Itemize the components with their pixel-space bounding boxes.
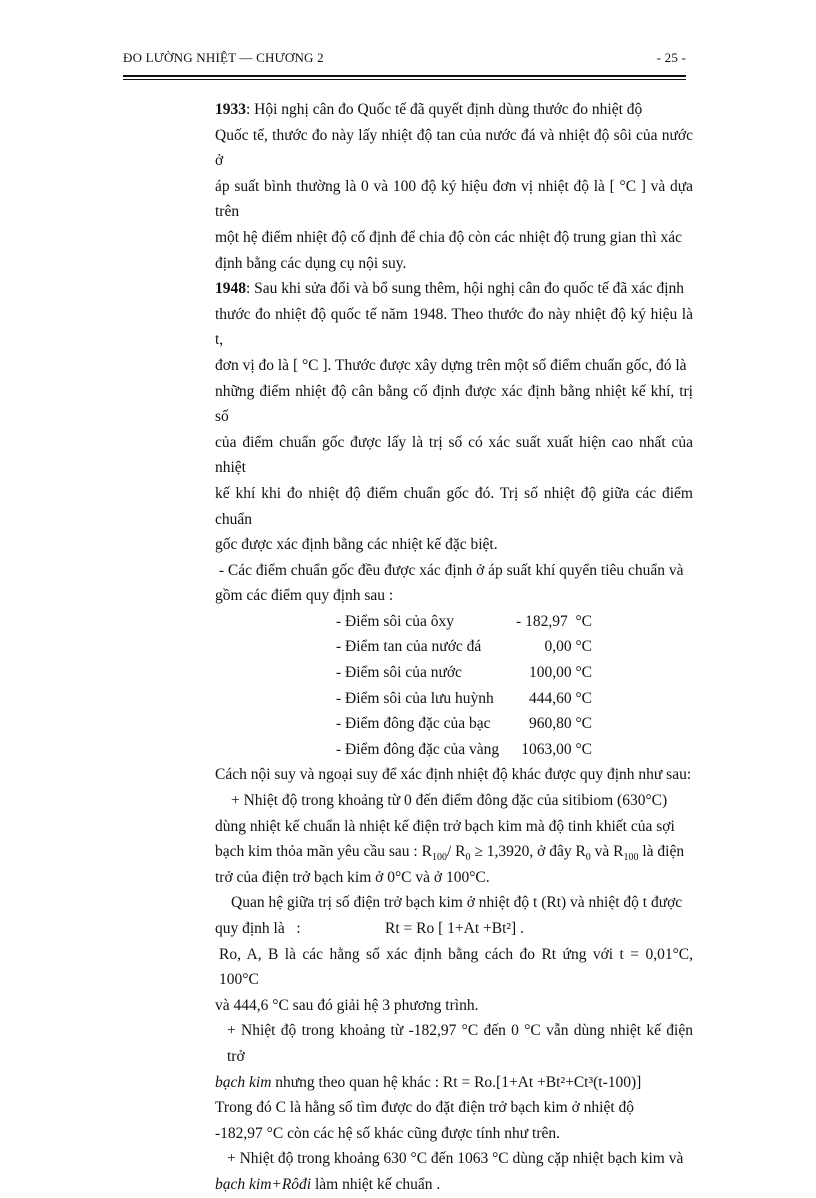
list-item — [215, 711, 693, 737]
italic-term: bạch kim+Rôđi — [215, 1175, 312, 1193]
header-rule — [123, 75, 686, 77]
year-1948: 1948 — [215, 280, 246, 298]
page-number: - 25 - — [656, 50, 686, 65]
text-fragment: / R — [446, 843, 466, 861]
list-item — [215, 737, 693, 763]
text-line-ratio — [215, 839, 693, 865]
point-value: - 182,97 °C — [516, 612, 592, 630]
list-item — [215, 609, 693, 635]
point-value: 960,80 °C — [528, 715, 592, 733]
point-name: - Điểm sôi của nước — [336, 664, 462, 682]
text-fragment: và R — [590, 843, 624, 861]
text-line: dùng nhiệt kế chuẩn là nhiệt kế điện trở bạch kim mà độ tinh khiết của sợi — [215, 817, 675, 835]
page-header — [123, 50, 686, 66]
text-line — [215, 1172, 693, 1198]
header-title: ĐO LƯỜNG NHIỆT — CHƯƠNG 2 — [123, 50, 324, 65]
subscript: 100 — [431, 852, 447, 864]
point-value: 0,00 °C — [544, 638, 592, 656]
point-name: - Điểm tan của nước đá — [336, 638, 482, 656]
text-line: gồm các điểm quy định sau : — [215, 587, 394, 605]
text-line: kế khí khi đo nhiệt độ điểm chuẩn gốc đó. Trị số nhiệt độ giữa các điểm chuẩn — [215, 484, 693, 528]
list-item — [215, 634, 693, 660]
text-line: + Nhiệt độ trong khoảng 630 °C đến 1063 °C dùng cặp nhiệt bạch kim và — [227, 1150, 684, 1168]
point-name: - Điểm đông đặc của vàng — [336, 740, 500, 758]
italic-term: bạch kim — [215, 1073, 272, 1091]
text-line: + Nhiệt độ trong khoảng từ 0 đến điểm đông đặc của sitibiom (630°C) — [231, 792, 668, 810]
paragraph-1933 — [215, 97, 693, 123]
resistance-formula: Rt = Ro [ 1+At +Bt²] . — [385, 920, 524, 937]
text-line: : Sau khi sửa đổi và bổ sung thêm, hội nghị cân đo quốc tế đã xác định — [246, 280, 685, 298]
text-line: + Nhiệt độ trong khoảng từ -182,97 °C đến 0 °C vẫn dùng nhiệt kế điện trở — [227, 1022, 693, 1065]
point-value: 1063,00 °C — [521, 740, 592, 758]
fixed-points-list — [215, 609, 693, 763]
point-name: - Điểm sôi của lưu huỳnh — [336, 689, 494, 707]
text-fragment: làm nhiệt kế chuẩn . — [311, 1175, 441, 1193]
text-line: - Các điểm chuẩn gốc đều được xác định ở áp suất khí quyển tiêu chuẩn và — [215, 561, 684, 579]
year-1933: 1933 — [215, 101, 246, 118]
subscript: 0 — [585, 852, 591, 864]
text-line: định bằng các dụng cụ nội suy. — [215, 254, 407, 272]
text-line: Quan hệ giữa trị số điện trở bạch kim ở nhiệt độ t (Rt) và nhiệt độ t được — [231, 894, 683, 912]
point-name: - Điểm đông đặc của bạc — [336, 715, 491, 733]
text-line: và 444,6 °C sau đó giải hệ 3 phương trình. — [215, 996, 479, 1014]
text-line: gốc được xác định bằng các nhiệt kế đặc biệt. — [215, 536, 498, 554]
text-line: trở của điện trở bạch kim ở 0°C và ở 100°C. — [215, 868, 490, 886]
text-fragment: bạch kim thỏa mãn yêu cầu sau : R — [215, 843, 432, 861]
text-fragment: ≥ 1,3920, ở đây R — [470, 843, 586, 861]
list-item — [215, 660, 693, 686]
text-line: thước đo nhiệt độ quốc tế năm 1948. Theo thước đo này nhiệt độ ký hiệu là t, — [215, 305, 693, 349]
header-rule-thin — [123, 79, 686, 80]
point-value: 100,00 °C — [528, 664, 592, 682]
text-line: Ro, A, B là các hằng số xác định bằng cách đo Rt ứng với t = 0,01°C, 100°C — [219, 945, 693, 989]
text-line: -182,97 °C còn các hệ số khác cũng được tính như trên. — [215, 1124, 560, 1142]
text-line: áp suất bình thường là 0 và 100 độ ký hiệu đơn vị nhiệt độ là [ °C ] và dựa trên — [215, 177, 693, 221]
text-line: Quốc tế, thước đo này lấy nhiệt độ tan của nước đá và nhiệt độ sôi của nước ở — [215, 126, 693, 170]
page-body — [215, 97, 693, 1198]
paragraph-1948 — [215, 276, 693, 302]
point-value: 444,60 °C — [528, 689, 592, 707]
text-line: Cách nội suy và ngoại suy để xác định nhiệt độ khác được quy định như sau: — [215, 766, 692, 784]
text-line: của điểm chuẩn gốc được lấy là trị số có xác suất xuất hiện cao nhất của nhiệt — [215, 433, 693, 477]
text-line-formula — [215, 1070, 693, 1096]
list-item — [215, 686, 693, 712]
text-fragment: là điện — [638, 843, 685, 861]
subscript: 100 — [623, 852, 639, 864]
text-line: Trong đó C là hằng số tìm được do đặt điện trở bạch kim ở nhiệt độ — [215, 1099, 635, 1117]
text-line: : Hội nghị cân đo Quốc tế đã quyết định dùng thước đo nhiệt độ — [246, 101, 643, 118]
text-line: đơn vị đo là [ °C ]. Thước được xây dựng trên một số điểm chuẩn gốc, đó là — [215, 356, 687, 374]
point-name: - Điểm sôi của ôxy — [336, 612, 454, 630]
text-line: một hệ điểm nhiệt độ cố định để chia độ còn các nhiệt độ trung gian thì xác — [215, 228, 683, 246]
subscript: 0 — [465, 852, 471, 864]
formula-line — [215, 916, 693, 942]
text-fragment: nhưng theo quan hệ khác : Rt = Ro.[1+At +Bt²+Ct³(t-100)] — [271, 1073, 642, 1091]
text-fragment: quy định là : — [215, 920, 301, 937]
text-line: những điểm nhiệt độ cân bằng cố định được xác định bằng nhiệt kế khí, trị số — [215, 382, 693, 426]
